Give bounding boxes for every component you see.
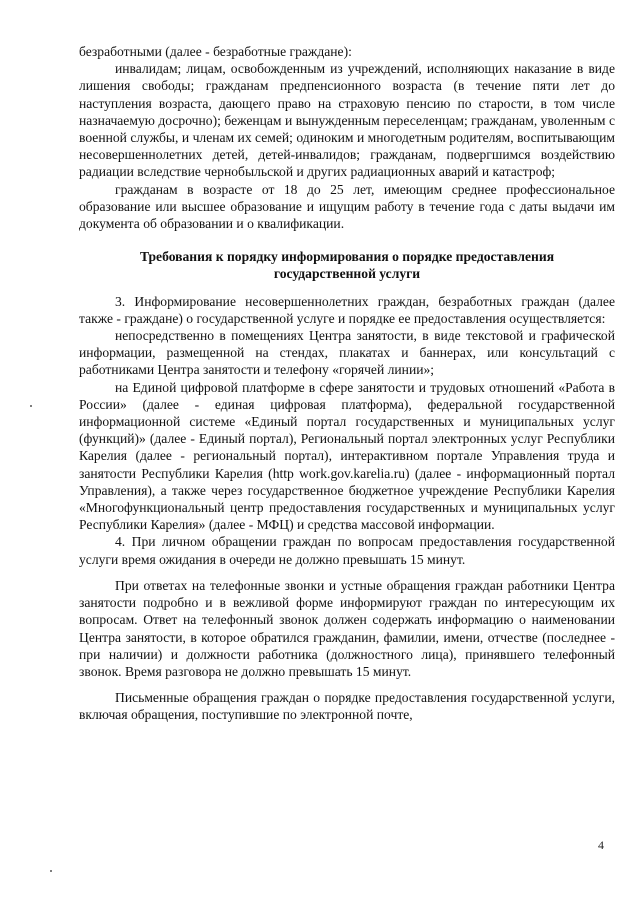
section-heading: Требования к порядку информирования о порядке предоставления государственной услуги: [139, 249, 555, 282]
paragraph: непосредственно в помещениях Центра занятости, в виде текстовой и графической информации, размещенной на стендах, плакатах и баннерах, или консультаций с работниками Центра занятости и телефону «горячей линии»;: [79, 328, 615, 378]
paragraph: 3. Информирование несовершеннолетних граждан, безработных граждан (далее также - граждане) о государственной услуге и порядке ее предоставления осуществляется:: [79, 293, 615, 326]
paragraph: на Единой цифровой платформе в сфере занятости и трудовых отношений «Работа в России» (далее - единая цифровая платформа), федеральной государственной информационной системе «Единый портал государственных и муниципальных услуг (функций)» (далее - Единый портал), Региональный портал электронных услуг Республики Карелия (далее - региональный портал), интерактивном портале Управления труда и занятости Республики Карелия (http work.gov.karelia.ru) (далее - информационный портал Управления), а также через государственное бюджетное учреждение Республики Карелия «Многофункциональный центр предоставления государственных и муниципальных услуг Республики Карелия» (далее - МФЦ) и средства массовой информации.: [79, 379, 615, 533]
paragraph: безработными (далее - безработные граждане):: [79, 44, 352, 59]
paragraph: При ответах на телефонные звонки и устные обращения граждан работники Центра занятости подробно и в вежливой форме информируют граждан по интересующим их вопросам. Ответ на телефонный звонок должен содержать информацию о наименовании Центра занятости, в которое обратился гражданин, фамилии, имени, отчестве (последнее - при наличии) и должности работника (должностного лица), принявшего телефонный звонок. Время разговора не должно превышать 15 минут.: [79, 577, 615, 679]
paragraph: 4. При личном обращении граждан по вопросам предоставления государственной услуги время ожидания в очереди не должно превышать 15 минут.: [79, 534, 615, 567]
page-number: 4: [598, 838, 604, 852]
paragraph: гражданам в возрасте от 18 до 25 лет, имеющим среднее профессиональное образование или высшее образование и ищущим работу в течение года с даты выдачи им документа об образовании и о квалификации.: [79, 181, 615, 232]
scan-speck: [30, 405, 32, 407]
paragraph: Письменные обращения граждан о порядке предоставления государственной услуги, включая обращения, поступившие по электронной почте,: [79, 690, 615, 723]
scan-speck: [50, 870, 52, 872]
document-page: [79, 43, 615, 724]
paragraph: инвалидам; лицам, освобожденным из учреждений, исполняющих наказание в виде лишения свободы; гражданам предпенсионного возраста (в течение пяти лет до наступления возраста, дающего право на страховую пенсию по старости, в том числе назначаемую досрочно); беженцам и вынужденным переселенцам; гражданам, уволенным с военной службы, и членам их семей; одиноким и многодетным родителям, воспитывающим несовершеннолетних детей, детей-инвалидов; гражданам, подвергшимся воздействию радиации вследствие чернобыльской и других радиационных аварий и катастроф;: [79, 61, 615, 180]
